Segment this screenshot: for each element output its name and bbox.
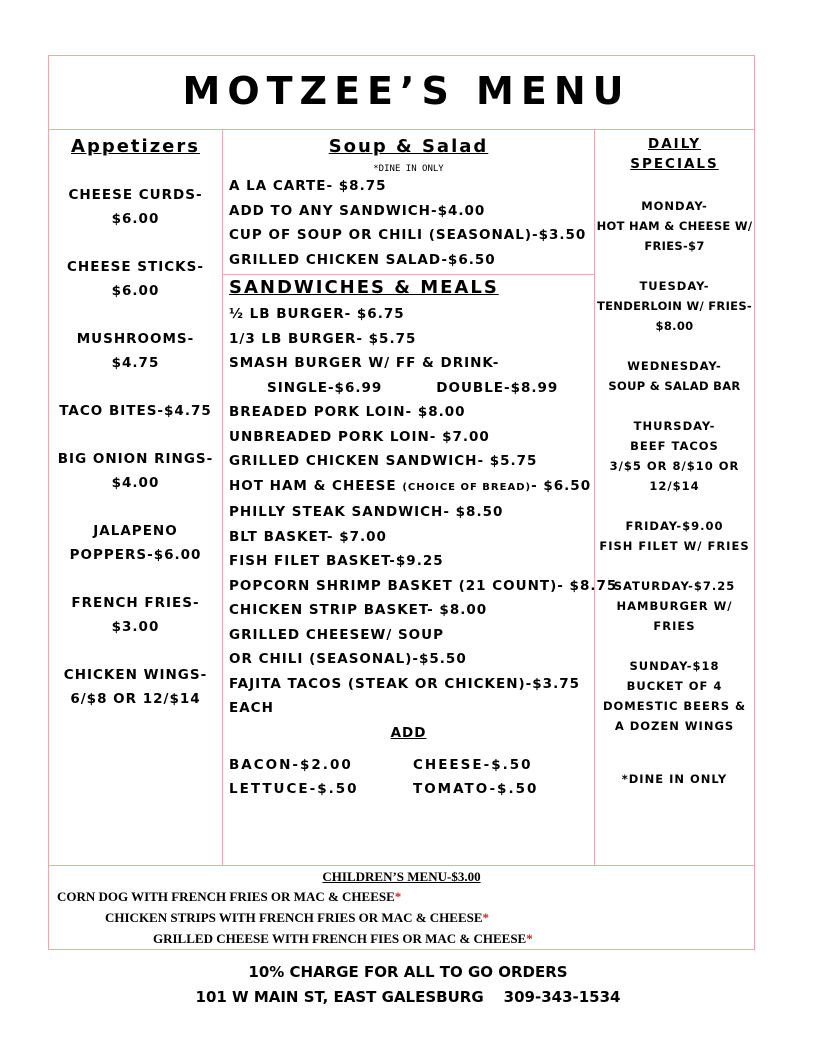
special-sunday: SUNDAY-$18 BUCKET OF 4 DOMESTIC BEERS & A DOZEN WINGS xyxy=(602,659,747,733)
sandwiches-list xyxy=(223,302,618,801)
add-ons-list xyxy=(223,753,594,801)
list-item: EACH xyxy=(229,700,274,716)
list-item: GRILLED CHEESEW/ SOUP xyxy=(229,626,445,643)
list-item: GRILLED CHICKEN SANDWICH- $5.75 xyxy=(229,453,538,469)
list-item: ADD TO ANY SANDWICH-$4.00 xyxy=(229,202,486,219)
bread-choice-note: (CHOICE OF BREAD) xyxy=(402,481,532,493)
list-item: TACO BITES-$4.75 xyxy=(59,403,212,419)
list-item: BIG ONION RINGS- $4.00 xyxy=(57,451,214,491)
appetizers-list xyxy=(49,183,222,711)
list-item: SMASH BURGER W/ FF & DRINK- xyxy=(229,355,500,371)
list-item: GRILLED CHICKEN SALAD-$6.50 xyxy=(229,251,496,268)
list-item: PHILLY STEAK SANDWICH- $8.50 xyxy=(229,504,504,520)
list-item: FAJITA TACOS (STEAK OR CHICKEN)-$3.75 xyxy=(229,675,580,692)
soup-salad-heading: Soup & Salad xyxy=(328,136,489,157)
special-friday: FRIDAY-$9.00 FISH FILET W/ FRIES xyxy=(599,519,750,553)
list-item: CUP OF SOUP OR CHILI (SEASONAL)-$3.50 xyxy=(229,227,587,243)
list-item: FRENCH FRIES- $3.00 xyxy=(71,595,200,635)
dine-in-marker: * xyxy=(526,931,533,946)
daily-specials-heading: DAILY SPECIALS xyxy=(630,136,719,172)
phone-number: 309-343-1534 xyxy=(503,988,621,1006)
soup-salad-list xyxy=(223,174,594,272)
list-item: FISH FILET BASKET-$9.25 xyxy=(229,553,444,569)
specials-dine-in-note: *DINE IN ONLY xyxy=(621,772,728,786)
menu-title: MOTZEE’S MENU xyxy=(49,56,754,130)
sandwiches-heading: SANDWICHES & MEALS xyxy=(229,277,499,298)
smash-burger-options xyxy=(223,376,594,401)
special-thursday: THURSDAY- BEEF TACOS 3/$5 OR 8/$10 OR 12/$14 xyxy=(609,419,740,493)
list-item: BLT BASKET- $7.00 xyxy=(229,528,387,545)
list-item: ½ LB BURGER- $6.75 xyxy=(229,306,405,322)
smash-single-price: SINGLE-$6.99 xyxy=(267,379,383,396)
list-item: CHICKEN STRIPS WITH FRENCH FRIES OR MAC & CHEESE* xyxy=(105,910,490,925)
special-monday: MONDAY- HOT HAM & CHEESE W/ FRIES-$7 xyxy=(596,199,753,253)
main-menu-column xyxy=(223,130,618,865)
add-ons-heading: ADD xyxy=(390,724,427,741)
smash-double-price: DOUBLE-$8.99 xyxy=(436,379,559,396)
dine-in-note: *DINE IN ONLY xyxy=(373,164,444,174)
list-item: BREADED PORK LOIN- $8.00 xyxy=(229,404,466,420)
daily-specials-column xyxy=(595,130,754,865)
section-divider xyxy=(223,274,594,275)
add-on-row: LETTUCE-$.50 TOMATO-$.50 xyxy=(229,780,539,797)
list-item: UNBREADED PORK LOIN- $7.00 xyxy=(229,428,490,445)
list-item: CHICKEN STRIP BASKET- $8.00 xyxy=(229,602,488,618)
list-item: JALAPENO POPPERS-$6.00 xyxy=(69,523,202,563)
list-item: 1/3 LB BURGER- $5.75 xyxy=(229,330,417,347)
list-item: CHEESE CURDS- $6.00 xyxy=(68,187,203,227)
to-go-charge-note: 10% CHARGE FOR ALL TO GO ORDERS xyxy=(248,963,568,981)
menu-frame xyxy=(48,55,755,950)
list-item: CORN DOG WITH FRENCH FRIES OR MAC & CHEESE* xyxy=(57,889,402,904)
childrens-menu xyxy=(49,865,754,951)
special-saturday: SATURDAY-$7.25 HAMBURGER W/ FRIES xyxy=(613,579,736,633)
appetizers-column xyxy=(49,130,223,865)
special-tuesday: TUESDAY- TENDERLOIN W/ FRIES- $8.00 xyxy=(597,279,752,333)
appetizers-heading: Appetizers xyxy=(71,136,200,157)
list-item: MUSHROOMS- $4.75 xyxy=(76,331,195,371)
contact-line xyxy=(0,988,816,1006)
list-item: GRILLED CHEESE WITH FRENCH FIES OR MAC & CHEESE* xyxy=(153,931,533,946)
list-item: HOT HAM & CHEESE (CHOICE OF BREAD)- $6.50 xyxy=(229,477,592,494)
list-item: OR CHILI (SEASONAL)-$5.50 xyxy=(229,651,467,667)
specials-list xyxy=(595,196,754,736)
add-on-row: BACON-$2.00 CHEESE-$.50 xyxy=(229,756,533,773)
list-item: CHEESE STICKS- $6.00 xyxy=(67,259,204,299)
list-item: POPCORN SHRIMP BASKET (21 COUNT)- $8.75 xyxy=(229,577,618,594)
dine-in-marker: * xyxy=(482,910,490,925)
special-wednesday: WEDNESDAY- SOUP & SALAD BAR xyxy=(608,359,741,393)
childrens-menu-heading: CHILDREN’S MENU-$3.00 xyxy=(322,869,481,884)
list-item: CHICKEN WINGS- 6/$8 OR 12/$14 xyxy=(63,667,208,707)
dine-in-marker: * xyxy=(394,889,402,904)
list-item: A LA CARTE- $8.75 xyxy=(229,178,387,194)
address: 101 W MAIN ST, EAST GALESBURG xyxy=(195,988,484,1006)
